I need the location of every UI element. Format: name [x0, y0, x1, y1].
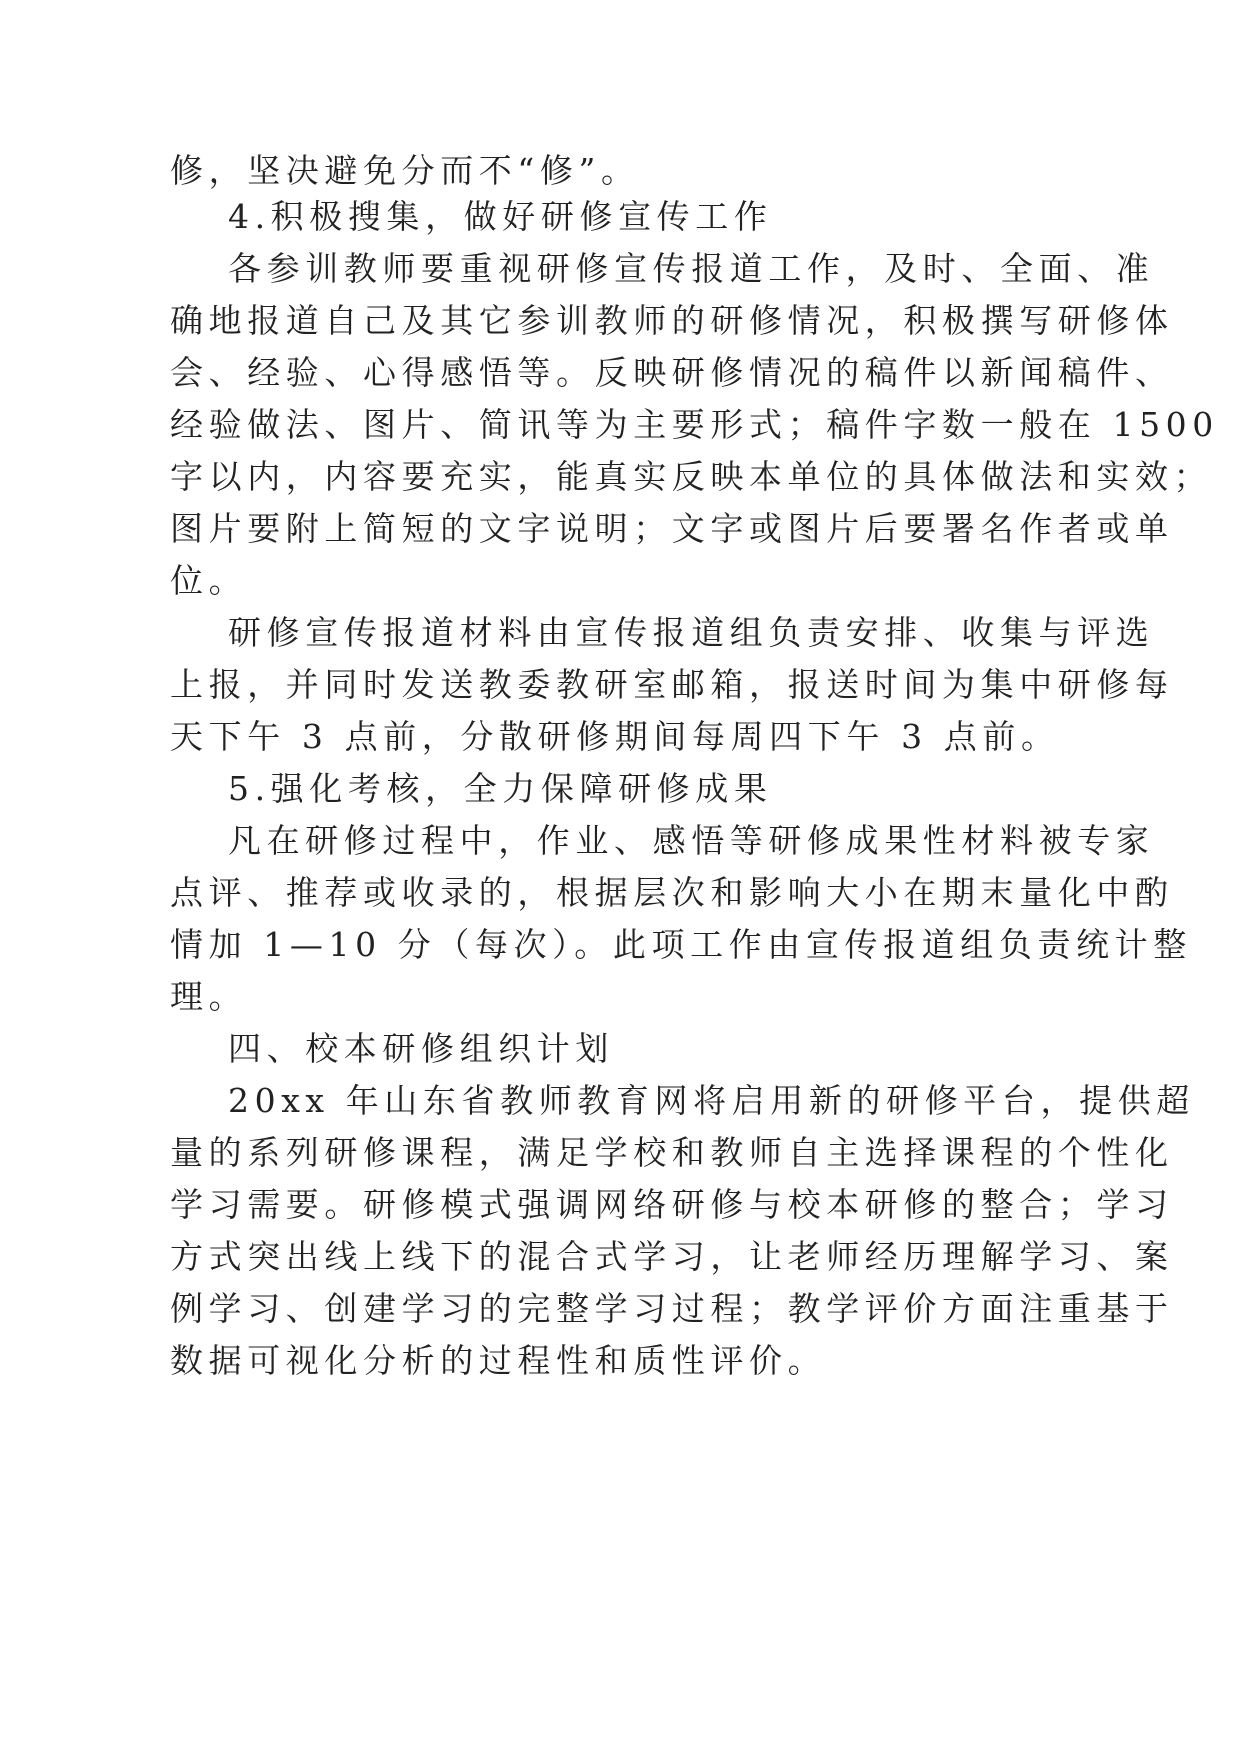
text-line: 各参训教师要重视研修宣传报道工作，及时、全面、准	[228, 249, 1155, 288]
text-line: 学习需要。研修模式强调网络研修与校本研修的整合；学习	[170, 1185, 1174, 1224]
text-line: 会、经验、心得感悟等。反映研修情况的稿件以新闻稿件、	[170, 353, 1174, 392]
text-line: 例学习、创建学习的完整学习过程；教学评价方面注重基于	[170, 1289, 1174, 1328]
text-line: 上报，并同时发送教委教研室邮箱，报送时间为集中研修每	[170, 665, 1174, 704]
text-line: 情加 1—10 分（每次）。此项工作由宣传报道组负责统计整	[170, 925, 1192, 964]
text-line: 点评、推荐或收录的，根据层次和影响大小在期末量化中酌	[170, 873, 1174, 912]
section-heading: 5.强化考核，全力保障研修成果	[228, 769, 773, 808]
text-line: 确地报道自己及其它参训教师的研修情况，积极撰写研修体	[170, 301, 1174, 340]
text-line: 量的系列研修课程，满足学校和教师自主选择课程的个性化	[170, 1133, 1174, 1172]
section-heading: 四、校本研修组织计划	[228, 1029, 614, 1068]
text-line: 研修宣传报道材料由宣传报道组负责安排、收集与评选	[228, 613, 1155, 652]
text-line: 字以内，内容要充实，能真实反映本单位的具体做法和实效；	[170, 457, 1213, 496]
text-line: 数据可视化分析的过程性和质性评价。	[170, 1341, 827, 1380]
section-heading: 4.积极搜集，做好研修宣传工作	[228, 197, 773, 236]
text-line: 理。	[170, 977, 248, 1016]
text-line: 图片要附上简短的文字说明；文字或图片后要署名作者或单	[170, 509, 1174, 548]
text-line: 凡在研修过程中，作业、感悟等研修成果性材料被专家	[228, 821, 1155, 860]
text-line: 经验做法、图片、简讯等为主要形式；稿件字数一般在 1500	[170, 405, 1219, 444]
text-line: 天下午 3 点前，分散研修期间每周四下午 3 点前。	[170, 717, 1060, 756]
text-line: 位。	[170, 561, 248, 600]
text-line: 修，坚决避免分而不“修”。	[170, 151, 640, 190]
text-line: 20xx 年山东省教师教育网将启用新的研修平台，提供超	[228, 1081, 1195, 1120]
text-line: 方式突出线上线下的混合式学习，让老师经历理解学习、案	[170, 1237, 1174, 1276]
